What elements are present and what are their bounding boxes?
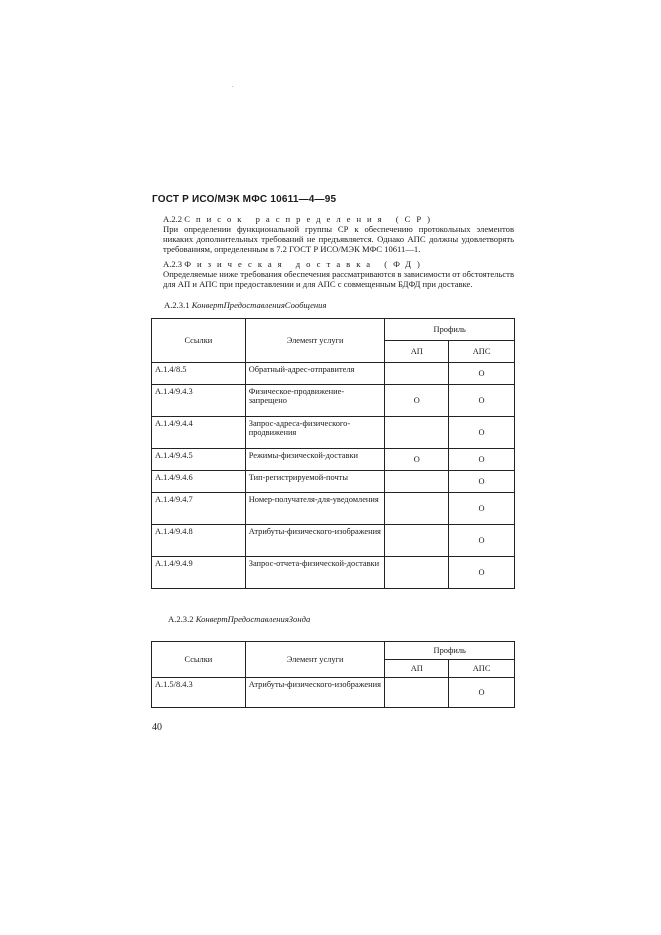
row-element: Атрибуты-физического-изображения: [245, 525, 385, 557]
row-ap: [385, 471, 449, 493]
row-aps: О: [449, 525, 515, 557]
row-aps: О: [449, 449, 515, 471]
row-aps: О: [449, 557, 515, 589]
section-a22-number: А.2.2: [163, 214, 183, 224]
row-ap: [385, 678, 449, 708]
row-aps: О: [449, 678, 515, 708]
table1-caption-number: А.2.3.1: [164, 300, 190, 310]
table-row: [152, 449, 515, 471]
table2-header-ap: АП: [385, 660, 449, 678]
row-ap: О: [385, 449, 449, 471]
table2-caption-number: А.2.3.2: [168, 614, 194, 624]
section-a23-title: Физическая доставка (ФД): [184, 259, 426, 269]
row-ref: А.1.4/9.4.6: [152, 471, 246, 493]
row-element: Запрос-адреса-физического-продвижения: [245, 417, 385, 449]
table2-header-refs: Ссылки: [152, 642, 246, 678]
table1-header-profile: Профиль: [385, 319, 515, 341]
row-element: Режимы-физической-доставки: [245, 449, 385, 471]
row-element: Номер-получателя-для-уведомления: [245, 493, 385, 525]
row-aps: О: [449, 385, 515, 417]
section-a23-number: А.2.3: [163, 259, 183, 269]
row-ap: О: [385, 385, 449, 417]
row-ref: А.1.5/8.4.3: [152, 678, 246, 708]
section-a23: [150, 259, 514, 289]
table2: [151, 641, 515, 708]
row-ap: [385, 417, 449, 449]
row-aps: О: [449, 363, 515, 385]
row-ref: А.1.4/9.4.5: [152, 449, 246, 471]
table-row: [152, 471, 515, 493]
row-ref: А.1.4/9.4.9: [152, 557, 246, 589]
table1-caption: [164, 300, 326, 310]
table2-header-profile: Профиль: [385, 642, 515, 660]
document-header: ГОСТ Р ИСО/МЭК МФС 10611—4—95: [152, 194, 337, 205]
row-ap: [385, 363, 449, 385]
row-ap: [385, 557, 449, 589]
table1: [151, 318, 515, 589]
table2-caption: [168, 614, 310, 624]
section-a22-heading: [150, 214, 514, 224]
scan-speck: [232, 86, 233, 87]
row-element: Запрос-отчета-физической-доставки: [245, 557, 385, 589]
row-ref: А.1.4/8.5: [152, 363, 246, 385]
row-ap: [385, 525, 449, 557]
table2-header-aps: АПС: [449, 660, 515, 678]
table-row: [152, 525, 515, 557]
section-a23-text: Определяемые ниже требования обеспечения рассматриваются в зависимости от обстоятельств для АП и АПС при предоставлении и для АПС с совмещенным БДФД при доставке.: [163, 269, 514, 289]
table-row: [152, 557, 515, 589]
row-ref: А.1.4/9.4.7: [152, 493, 246, 525]
table-row: [152, 493, 515, 525]
table2-caption-title: КонвертПредоставленияЗонда: [195, 614, 311, 624]
table-row: [152, 363, 515, 385]
section-a22: [150, 214, 514, 254]
table-row: [152, 385, 515, 417]
row-aps: О: [449, 471, 515, 493]
table1-caption-title: КонвертПредоставленияСообщения: [191, 300, 327, 310]
table1-header-aps: АПС: [449, 341, 515, 363]
table2-header-element: Элемент услуги: [245, 642, 385, 678]
table1-header-element: Элемент услуги: [245, 319, 385, 363]
table1-header-refs: Ссылки: [152, 319, 246, 363]
row-element: Физическое-продвижение-запрещено: [245, 385, 385, 417]
row-ref: А.1.4/9.4.8: [152, 525, 246, 557]
section-a22-text: При определении функциональной группы СР к обеспечению протокольных элементов никаких дополнительных требований не предъявляется. Однако АПС должны удовлетворять требованиям, определенным в 7.2 ГОСТ Р ИСО/МЭК МФС 10611—1.: [163, 224, 514, 254]
row-aps: О: [449, 493, 515, 525]
row-ref: А.1.4/9.4.3: [152, 385, 246, 417]
page-number: 40: [152, 722, 162, 733]
row-element: Обратный-адрес-отправителя: [245, 363, 385, 385]
section-a22-title: Список распределения (СР): [184, 214, 436, 224]
row-aps: О: [449, 417, 515, 449]
section-a23-heading: [150, 259, 514, 269]
row-element: Тип-регистрируемой-почты: [245, 471, 385, 493]
row-element: Атрибуты-физического-изображения: [245, 678, 385, 708]
table1-header-ap: АП: [385, 341, 449, 363]
row-ap: [385, 493, 449, 525]
table-row: [152, 417, 515, 449]
table-row: [152, 678, 515, 708]
row-ref: А.1.4/9.4.4: [152, 417, 246, 449]
